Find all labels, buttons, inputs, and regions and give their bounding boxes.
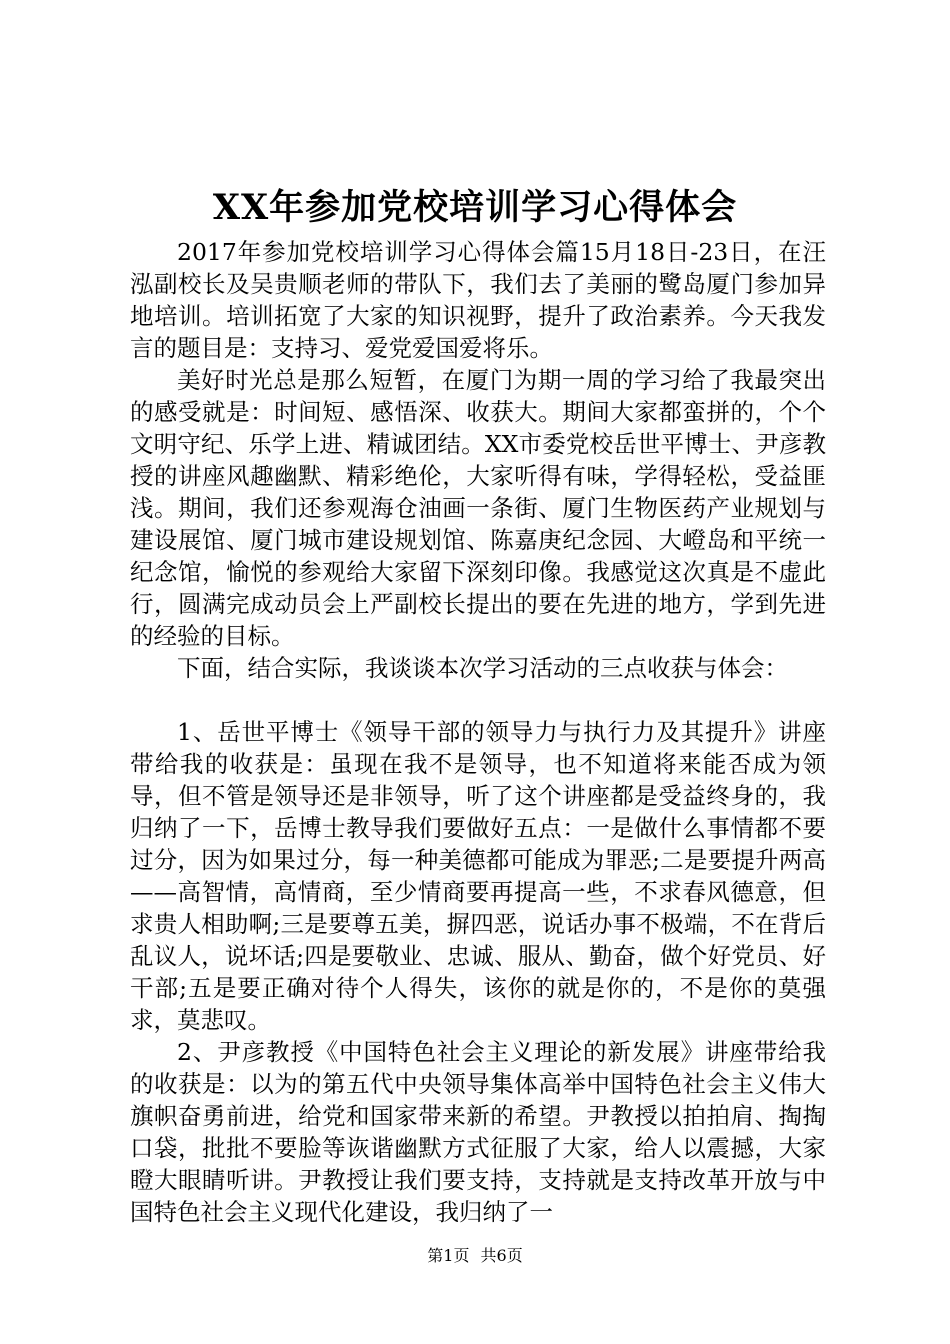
document-body <box>130 236 826 1228</box>
paragraph-2: 美好时光总是那么短暂，在厦门为期一周的学习给了我最突出的感受就是：时间短、感悟深、收获大。期间大家都蛮拼的，个个文明守纪、乐学上进、精诚团结。XX市委党校岳世平博士、尹彦教授的讲座风趣幽默、精彩绝伦，大家听得有味，学得轻松，受益匪浅。期间，我们还参观海仓油画一条街、厦门生物医药产业规划与建设展馆、厦门城市建设规划馆、陈嘉庚纪念园、大嶝岛和平统一纪念馆，愉悦的参观给大家留下深刻印像。我感觉这次真是不虚此行，圆满完成动员会上严副校长提出的要在先进的地方，学到先进的经验的目标。 <box>130 366 826 650</box>
page-total: 共6页 <box>480 1246 523 1265</box>
page-footer <box>0 1244 950 1268</box>
paragraph-5: 2、尹彦教授《中国特色社会主义理论的新发展》讲座带给我的收获是：以为的第五代中央领导集体高举中国特色社会主义伟大旗帜奋勇前进，给党和国家带来新的希望。尹教授以拍拍肩、掏掏口袋，批批不要脸等诙谐幽默方式征服了大家，给人以震撼，大家瞪大眼睛听讲。尹教授让我们要支持，支持就是支持改革开放与中国特色社会主义现代化建设，我归纳了一 <box>130 1038 826 1226</box>
page-number: 第1页 <box>427 1246 470 1265</box>
document-title: XX年参加党校培训学习心得体会 <box>212 187 738 228</box>
paragraph-1: 2017年参加党校培训学习心得体会篇15月18日-23日，在汪泓副校长及吴贵顺老师的带队下，我们去了美丽的鹭岛厦门参加异地培训。培训拓宽了大家的知识视野，提升了政治素养。今天我发言的题目是：支持习、爱党爱国爱将乐。 <box>130 238 826 362</box>
paragraph-4: 1、岳世平博士《领导干部的领导力与执行力及其提升》讲座带给我的收获是：虽现在我不是领导，也不知道将来能否成为领导，但不管是领导还是非领导，听了这个讲座都是受益终身的，我归纳了一下，岳博士教导我们要做好五点：一是做什么事情都不要过分，因为如果过分，每一种美德都可能成为罪恶;二是要提升两高——高智情，高情商，至少情商要再提高一些，不求春风德意，但求贵人相助啊;三是要尊五美，摒四恶，说话办事不极端，不在背后乱议人，说坏话;四是要敬业、忠诚、服从、勤奋，做个好党员、好干部;五是要正确对待个人得失，该你的就是你的，不是你的莫强求，莫悲叹。 <box>130 718 826 1034</box>
paragraph-3: 下面，结合实际，我谈谈本次学习活动的三点收获与体会： <box>177 654 788 682</box>
